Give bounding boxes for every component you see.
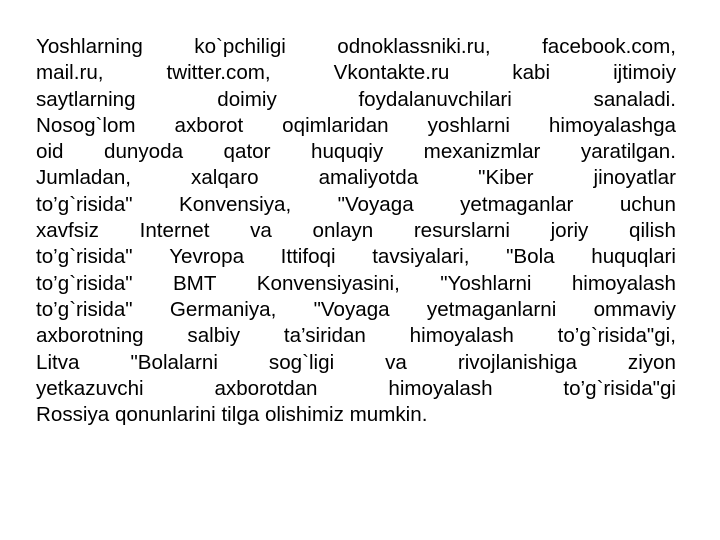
text-line-15: Rossiya qonunlarini tilga olishimiz mumkin. xyxy=(36,403,428,427)
text-line-2: mail.ru, twitter.com, Vkontakte.ru kabi ijtimoiy xyxy=(36,61,676,85)
text-line-14: yetkazuvchi axborotdan himoyalash to’g`risida"gi xyxy=(36,376,676,400)
text-line-11: to’g`risida" Germaniya, "Voyaga yetmaganlarni ommaviy xyxy=(36,297,676,321)
text-line-8: xavfsiz Internet va onlayn resurslarni joriy qilish xyxy=(36,219,676,243)
text-line-5: oid dunyoda qator huquqiy mexanizmlar yaratilgan. xyxy=(36,140,676,164)
paragraph xyxy=(36,34,676,428)
text-line-6: Jumladan, xalqaro amaliyotda "Kiber jinoyatlar xyxy=(36,166,676,190)
text-line-4: Nosog`lom axborot oqimlaridan yoshlarni himoyalashga xyxy=(36,113,676,137)
text-line-13: Litva "Bolalarni sog`ligi va rivojlanishiga ziyon xyxy=(36,350,676,374)
text-line-10: to’g`risida" BMT Konvensiyasini, "Yoshlarni himoyalash xyxy=(36,271,676,295)
text-line-9: to’g`risida" Yevropa Ittifoqi tavsiyalari, "Bola huquqlari xyxy=(36,245,676,269)
text-line-1: Yoshlarning ko`pchiligi odnoklassniki.ru, facebook.com, xyxy=(36,35,676,58)
text-line-12: axborotning salbiy ta’siridan himoyalash to’g`risida"gi, xyxy=(36,324,676,348)
text-line-3: saytlarning doimiy foydalanuvchilari sanaladi. xyxy=(36,87,676,111)
text-line-7: to’g`risida" Konvensiya, "Voyaga yetmaganlar uchun xyxy=(36,192,676,216)
